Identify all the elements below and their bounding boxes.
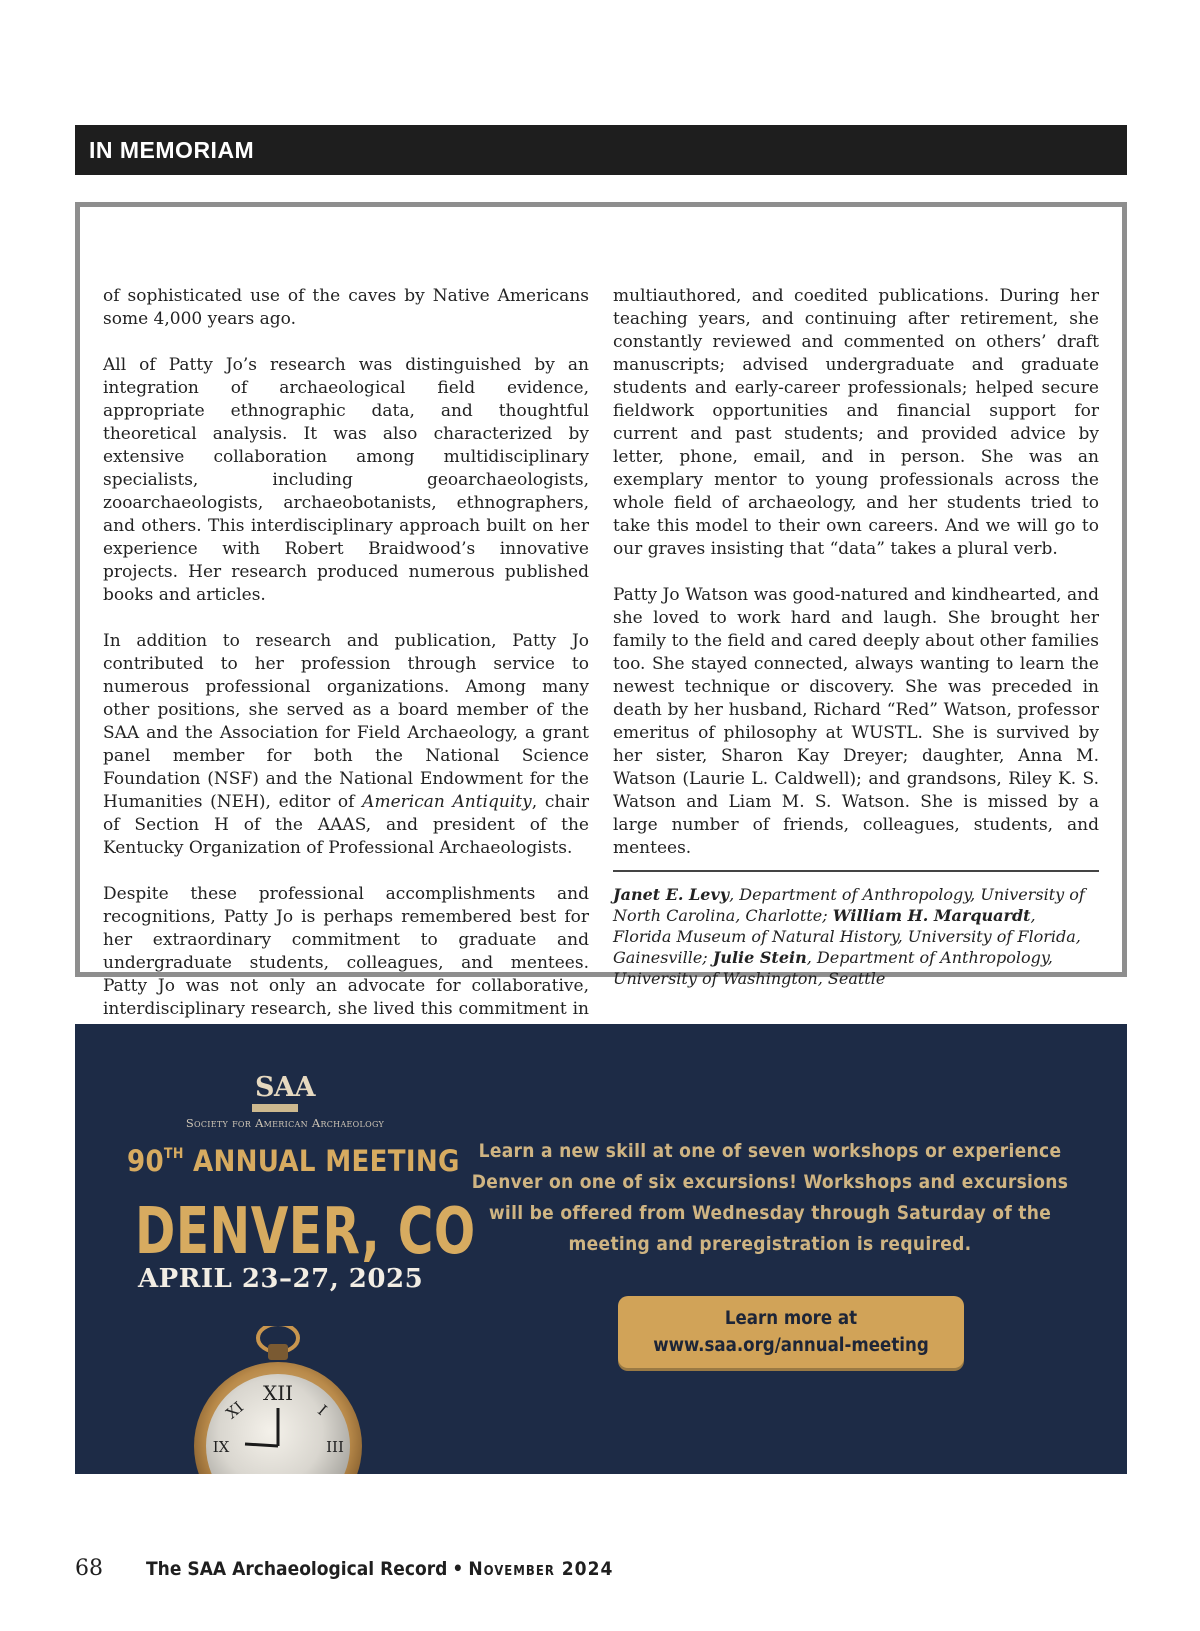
section-label: IN MEMORIAM <box>89 137 255 163</box>
ad-blurb: Learn a new skill at one of seven workshops or experience Denver on one of six excursions! Workshops and excursions will be offered from Wednesday through Saturday of the meeting and preregistration is required. <box>471 1140 1069 1255</box>
annual-meeting-ad[interactable] <box>75 1024 1127 1474</box>
author-divider <box>613 870 1099 872</box>
paragraph: multiauthored, and coedited publications. During her teaching years, and continuing after retirement, she constantly reviewed and commented on others’ draft manuscripts; advised undergraduate and graduate students and early-career professionals; helped secure fieldwork opportunities and financial support for current and past students; and provided advice by letter, phone, email, and in person. She was an exemplary mentor to young professionals across the whole field of archaeology, and her students tried to take this model to their own careers. And we will go to our graves insisting that “data” takes a plural verb. <box>613 286 1099 559</box>
meeting-label: ANNUAL MEETING <box>193 1144 460 1178</box>
svg-text:XI: XI <box>222 1397 247 1423</box>
cta-url: www.saa.org/annual-meeting <box>653 1335 929 1356</box>
paragraph-service <box>103 630 589 860</box>
section-header <box>75 125 1127 175</box>
publication-title: The SAA Archaeological Record <box>146 1558 448 1580</box>
author-affiliation: , Department of Anthropology, University of Washington, Seattle <box>613 948 1053 988</box>
saa-logo-strip <box>252 1104 298 1112</box>
journal-title: American Antiquity <box>362 792 532 812</box>
svg-text:XII: XII <box>262 1381 294 1405</box>
saa-logo: SAA <box>255 1072 315 1103</box>
author-affiliation: , Department of Anthropology, University of North Carolina, Charlotte; <box>613 885 1085 925</box>
meeting-number: 90 <box>127 1144 164 1178</box>
meeting-title <box>127 1144 460 1178</box>
article-right-column <box>613 285 1099 989</box>
author-name: William H. Marquardt <box>832 906 1031 925</box>
cta-line: Learn more at <box>724 1308 858 1329</box>
paragraph: of sophisticated use of the caves by Native Americans some 4,000 years ago. <box>103 286 589 329</box>
svg-text:I: I <box>314 1401 331 1419</box>
pocket-watch-icon <box>183 1326 373 1474</box>
paragraph: All of Patty Jo’s research was distinguished by an integration of archaeological field evidence, appropriate ethnographic data, and thoughtful theoretical analysis. It was also characterized by extensive collaboration among multidisciplinary specialists, including geoarchaeologists, zooarchaeologists, archaeobotanists, ethnographers, and others. This interdisciplinary approach built on her experience with Robert Braidwood’s innovative projects. Her research produced numerous published books and articles. <box>103 355 589 605</box>
page-number: 68 <box>75 1556 103 1581</box>
learn-more-button[interactable] <box>618 1296 964 1368</box>
society-name: Society for American Archaeology <box>185 1116 385 1130</box>
article-left-column <box>103 285 589 1067</box>
author-credits <box>613 884 1099 989</box>
separator-dot: • <box>452 1558 464 1580</box>
paragraph-text: In addition to research and publication, Patty Jo contributed to her profession through service to numerous professional organizations. Among many other positions, she served as a board member of the SAA and the Association for Field Archaeology, a grant panel member for both the National Science Foundation (NSF) and the National Endowment for the Humanities (NEH), editor of <box>103 631 589 812</box>
meeting-suffix: TH <box>163 1146 184 1163</box>
issue-date: November 2024 <box>468 1558 614 1580</box>
page-footer <box>75 1556 614 1581</box>
paragraph: Patty Jo Watson was good-natured and kindhearted, and she loved to work hard and laugh. She brought her family to the field and cared deeply about other families too. She stayed connected, always wanting to learn the newest technique or discovery. She was preceded in death by her husband, Richard “Red” Watson, professor emeritus of philosophy at WUSTL. She is survived by her sister, Sharon Kay Dreyer; daughter, Anna M. Watson (Laurie L. Caldwell); and grandsons, Riley K. S. Watson and Liam M. S. Watson. She is missed by a large number of friends, colleagues, students, and mentees. <box>613 585 1099 858</box>
paragraph-text: , chair of Section H of the AAAS, and president of the Kentucky Organization of Professional Archaeologists. <box>103 792 589 858</box>
paragraph: Despite these professional accomplishments and recognitions, Patty Jo is perhaps remembered best for her extraordinary commitment to graduate and undergraduate students, colleagues, and mentees. Patty Jo was not only an advocate for collaborative, interdisciplinary research, she lived this commitment in <box>103 884 589 1019</box>
meeting-dates: APRIL 23–27, 2025 <box>138 1264 424 1294</box>
meeting-city: DENVER, CO <box>135 1194 476 1269</box>
svg-text:IX: IX <box>212 1438 230 1456</box>
svg-text:III: III <box>326 1438 344 1456</box>
publication-line <box>146 1558 613 1580</box>
author-name: Janet E. Levy <box>613 885 730 904</box>
author-name: Julie Stein <box>712 948 807 967</box>
author-affiliation: , Florida Museum of Natural History, University of Florida, Gainesville; <box>613 906 1081 967</box>
